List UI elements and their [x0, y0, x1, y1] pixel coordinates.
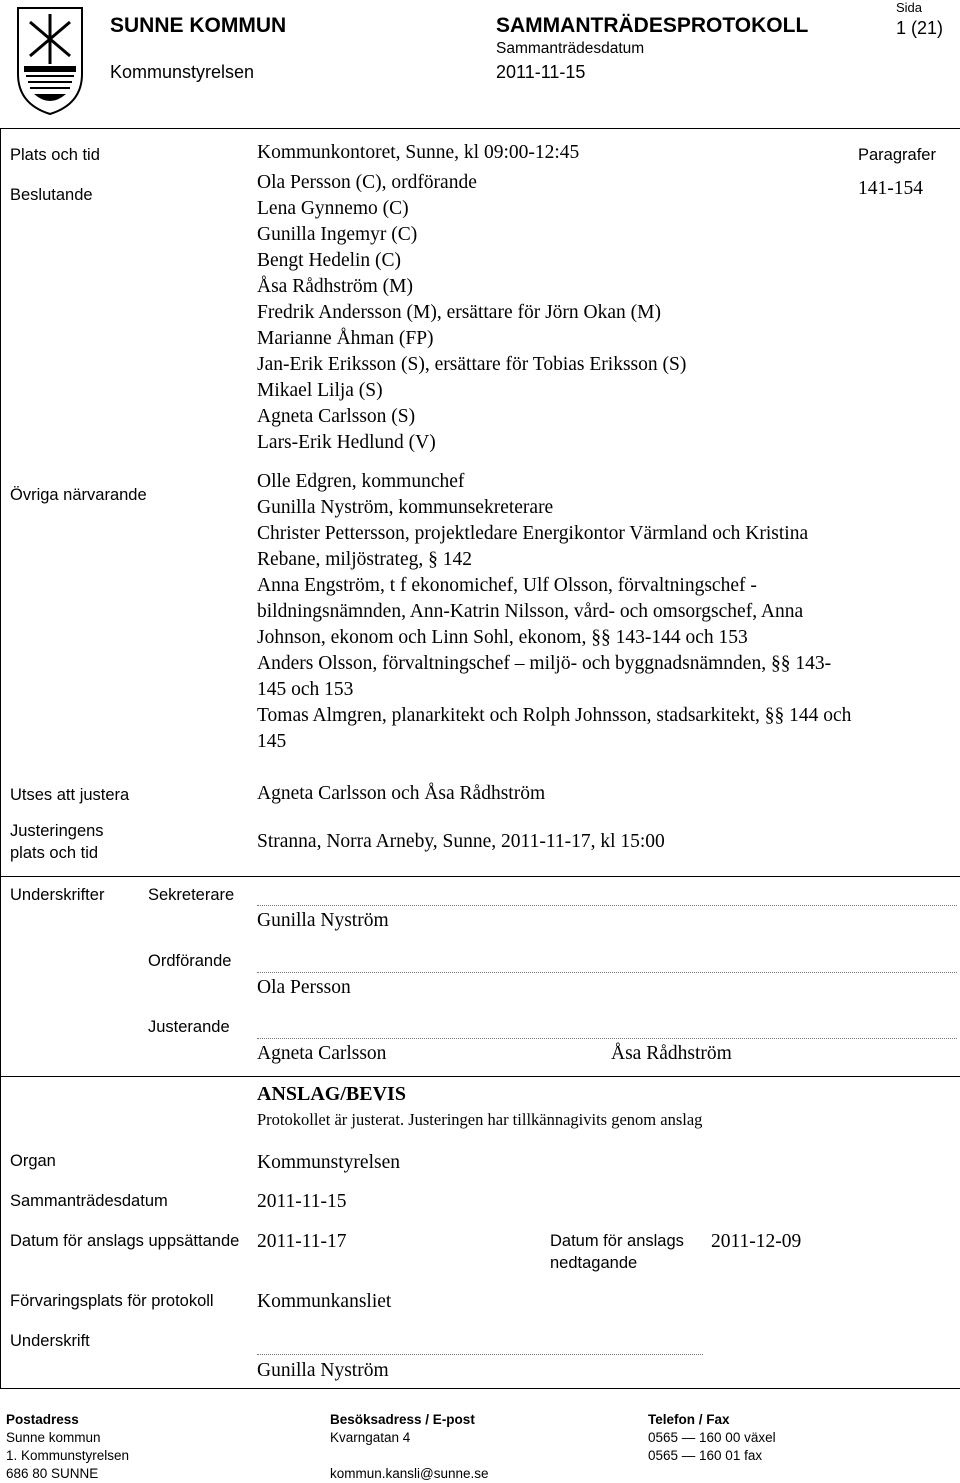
deciding-member: Ola Persson (C), ordförande [257, 172, 477, 193]
adjuster-1-name: Agneta Carlsson [257, 1043, 387, 1064]
page-label: Sida [896, 0, 923, 15]
others-line: Johnson, ekonom och Linn Sohl, ekonom, §§ 143-144 och 153 [257, 627, 748, 648]
department-name: Kommunstyrelsen [110, 62, 255, 82]
notice-heading: ANSLAG/BEVIS [257, 1083, 406, 1105]
posted-label: Datum för anslags uppsättande [10, 1232, 240, 1250]
others-line: Gunilla Nyström, kommunsekreterare [257, 497, 554, 518]
notice-signature-name: Gunilla Nyström [257, 1360, 389, 1381]
deciding-label: Beslutande [10, 186, 93, 204]
removed-label [550, 1230, 684, 1274]
organ-value: Kommunstyrelsen [257, 1152, 400, 1173]
chair-label: Ordförande [148, 952, 232, 970]
others-line: Olle Edgren, kommunchef [257, 471, 465, 492]
deciding-member: Lars-Erik Hedlund (V) [257, 432, 436, 453]
notice-date-value: 2011-11-15 [257, 1191, 347, 1212]
paragraphs-value: 141-154 [858, 178, 923, 199]
others-line: Anders Olsson, förvaltningschef – miljö- och byggnadsnämnden, §§ 143- [257, 653, 832, 674]
footer-visit-line: Kvarngatan 4 [330, 1430, 411, 1445]
others-line: 145 [257, 731, 287, 752]
deciding-member: Bengt Hedelin (C) [257, 250, 402, 271]
storage-value: Kommunkansliet [257, 1291, 392, 1312]
place-value: Kommunkontoret, Sunne, kl 09:00-12:45 [257, 142, 580, 163]
others-label: Övriga närvarande [10, 486, 147, 504]
notice-signature-line [257, 1354, 703, 1355]
adjuster-2-name: Åsa Rådhström [611, 1043, 732, 1064]
adjust-place-value: Stranna, Norra Arneby, Sunne, 2011-11-17, kl 15:00 [257, 831, 665, 852]
footer-postal [6, 1411, 129, 1483]
chair-signature-line [257, 972, 957, 973]
deciding-member: Fredrik Andersson (M), ersättare för Jörn Okan (M) [257, 302, 661, 323]
posted-value: 2011-11-17 [257, 1231, 347, 1252]
notice-signature-label: Underskrift [10, 1332, 90, 1350]
deciding-member: Mikael Lilja (S) [257, 380, 383, 401]
adjust-place-label-line: Justeringens [10, 822, 104, 840]
place-label: Plats och tid [10, 146, 100, 164]
notice-date-label: Sammanträdesdatum [10, 1192, 168, 1210]
adjust-place-label-line: plats och tid [10, 844, 99, 862]
removed-label-line: nedtagande [550, 1254, 638, 1272]
adjust-label: Utses att justera [10, 786, 130, 804]
others-line: Anna Engström, t f ekonomichef, Ulf Olsson, förvaltningschef - [257, 575, 757, 596]
footer-visit [330, 1411, 489, 1483]
org-name: SUNNE KOMMUN [110, 14, 287, 37]
others-line: Christer Pettersson, projektledare Energikontor Värmland och Kristina [257, 523, 809, 544]
deciding-member: Lena Gynnemo (C) [257, 198, 409, 219]
footer-postal-line: 686 80 SUNNE [6, 1466, 99, 1481]
deciding-member: Agneta Carlsson (S) [257, 406, 416, 427]
footer-email[interactable]: kommun.kansli@sunne.se [330, 1466, 489, 1481]
secretary-signature-line [257, 905, 957, 906]
municipal-crest [10, 4, 90, 116]
others-list [257, 469, 851, 755]
storage-label: Förvaringsplats för protokoll [10, 1292, 214, 1310]
others-line: bildningsnämnden, Ann-Katrin Nilsson, vård- och omsorgschef, Anna [257, 601, 804, 622]
deciding-member: Åsa Rådhström (M) [257, 276, 413, 297]
bottom-rule [0, 1388, 960, 1389]
notice-rule [0, 1076, 960, 1077]
adjuster-label: Justerande [148, 1018, 230, 1036]
document-type: SAMMANTRÄDESPROTOKOLL [496, 14, 809, 37]
organ-label: Organ [10, 1152, 56, 1170]
deciding-member: Marianne Åhman (FP) [257, 328, 434, 349]
others-line: Tomas Almgren, planarkitekt och Rolph Johnsson, stadsarkitekt, §§ 144 och [257, 705, 852, 726]
adjusters-value: Agneta Carlsson och Åsa Rådhström [257, 783, 546, 804]
meeting-date: 2011-11-15 [496, 62, 586, 82]
secretary-label: Sekreterare [148, 886, 235, 904]
footer-spacer [330, 1447, 489, 1465]
paragraphs-label: Paragrafer [858, 146, 936, 164]
top-rule [0, 128, 960, 129]
adjust-place-label [10, 820, 104, 864]
removed-label-line: Datum för anslags [550, 1232, 684, 1250]
removed-value: 2011-12-09 [711, 1231, 802, 1252]
footer-phone [648, 1411, 776, 1465]
footer-phone-line: 0565 — 160 01 fax [648, 1448, 763, 1463]
page-number: 1 (21) [896, 18, 944, 38]
left-rule [0, 128, 1, 1388]
meeting-date-label: Sammanträdesdatum [496, 40, 645, 57]
secretary-name: Gunilla Nyström [257, 910, 389, 931]
others-line: Rebane, miljöstrateg, § 142 [257, 549, 472, 570]
deciding-member: Jan-Erik Eriksson (S), ersättare för Tobias Eriksson (S) [257, 354, 687, 375]
chair-name: Ola Persson [257, 977, 351, 998]
notice-text: Protokollet är justerat. Justeringen har tillkännagivits genom anslag [257, 1110, 703, 1129]
adjuster-signature-line [257, 1038, 957, 1039]
deciding-list [257, 170, 686, 456]
footer-postal-line: 1. Kommunstyrelsen [6, 1448, 130, 1463]
deciding-member: Gunilla Ingemyr (C) [257, 224, 418, 245]
footer-phone-line: 0565 — 160 00 växel [648, 1430, 776, 1445]
footer-postal-label: Postadress [6, 1412, 79, 1427]
footer-visit-label: Besöksadress / E-post [330, 1412, 475, 1427]
signatures-rule [0, 876, 960, 877]
footer-postal-line: Sunne kommun [6, 1430, 101, 1445]
footer-phone-label: Telefon / Fax [648, 1412, 730, 1427]
others-line: 145 och 153 [257, 679, 354, 700]
signatures-label: Underskrifter [10, 886, 105, 904]
